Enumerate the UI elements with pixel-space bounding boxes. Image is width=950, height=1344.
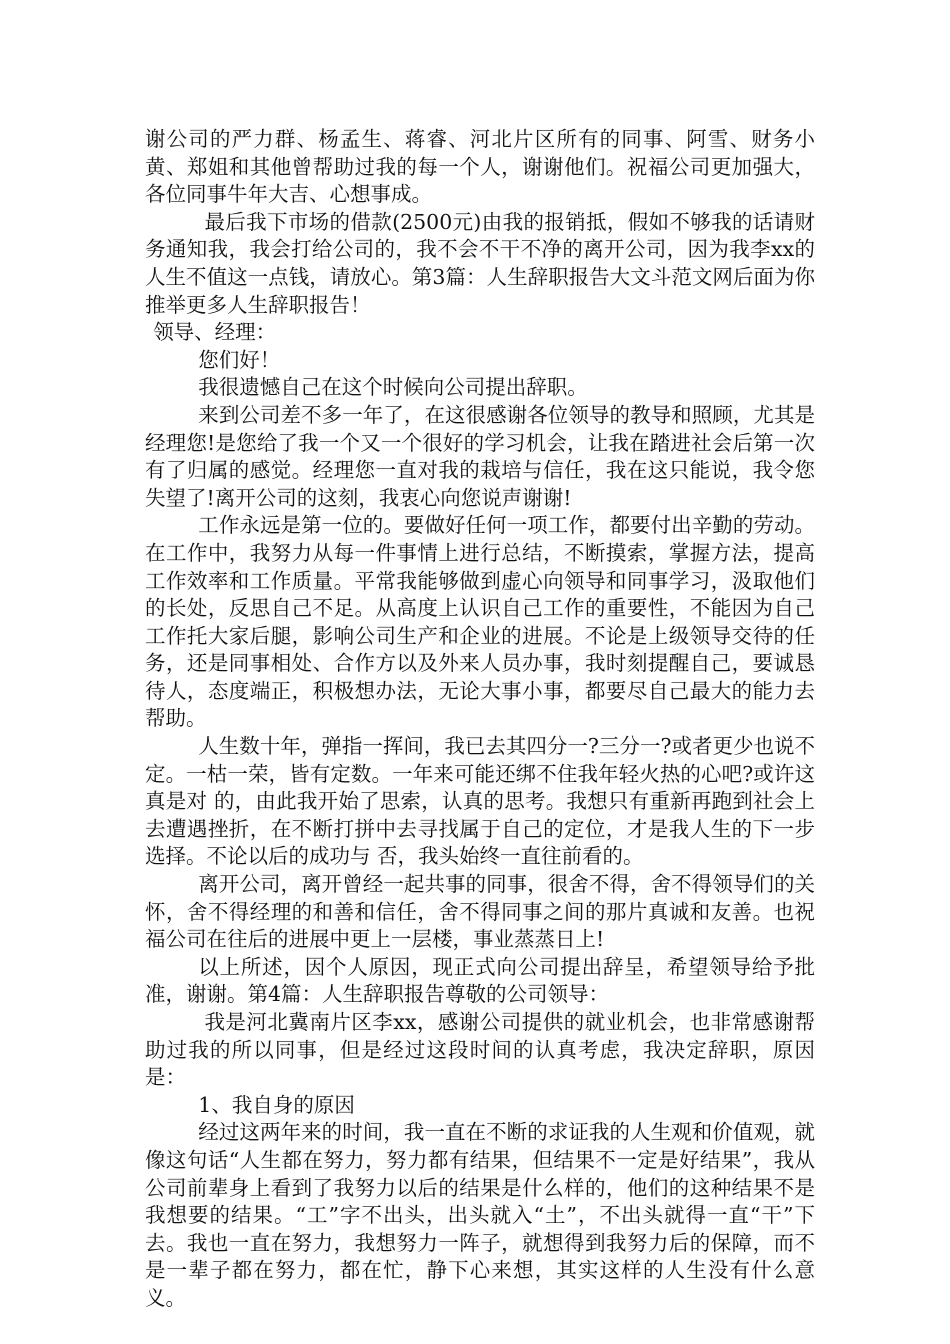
paragraph-resignation: 以上所述，因个人原因，现正式向公司提出辞呈，希望领导给予批准，谢谢。第4篇：人生辞职报告尊敬的公司领导： — [145, 954, 815, 1007]
paragraph-introduction: 我是河北冀南片区李xx，感谢公司提供的就业机会，也非常感谢帮助过我的所以同事，但是经过这段时间的认真考虑，我决定辞职，原因是： — [145, 1010, 815, 1090]
paragraph-work: 工作永远是第一位的。要做好任何一项工作，都要付出辛勤的劳动。在工作中，我努力从每一件事情上进行总结，不断摸索，掌握方法，提高工作效率和工作质量。平常我能够做到虚心向领导和同事学习，汲取他们的长处，反思自己不足。从高度上认识自己工作的重要性，不能因为自己工作托大家后腿，影响公司生产和企业的进展。不论是上级领导交待的任务，还是同事相处、合作方以及外来人员办事，我时刻提醒自己，要诚恳待人，态度端正，积极想办法，无论大事小事，都要尽自己最大的能力去帮助。 — [145, 513, 815, 731]
paragraph-loan: 最后我下市场的借款(2500元)由我的报销抵，假如不够我的话请财务通知我，我会打给公司的，我不会不干不净的离开公司，因为我李xx的人生不值这一点钱，请放心。第3篇：人生辞职报告大文斗范文网后面为你推举更多人生辞职报告！ — [145, 209, 815, 317]
paragraph-thanks: 谢公司的严力群、杨孟生、蒋睿、河北片区所有的同事、阿雪、财务小黄、郑姐和其他曾帮助过我的每一个人，谢谢他们。祝福公司更加强大，各位同事牛年大吉、心想事成。 — [145, 127, 815, 207]
paragraph-life: 人生数十年，弹指一挥间，我已去其四分一?三分一?或者更少也说不定。一枯一荣，皆有定数。一年来可能还绑不住我年轻火热的心吧?或许这真是对 的，由此我开始了思索，认真的思考。我想只有重新再跑到社会上去遭遇挫折，在不断打拼中去寻找属于自己的定位，才是我人生的下一步选择。不论以后的成功与 否，我头始终一直往前看的。 — [145, 734, 815, 869]
paragraph-personal-reason: 经过这两年来的时间，我一直在不断的求证我的人生观和价值观，就像这句话“人生都在努力，努力都有结果，但结果不一定是好结果”，我从公司前辈身上看到了我努力以后的结果是什么样的，他们的这种结果不是我想要的结果。“工”字不出头，出头就入“土”，不出头就得一直“干”下去。我也一直在努力，我想努力一阵子，就想得到我努力后的保障，而不是一辈子都在努力，都在忙，静下心来想，其实这样的人生没有什么意义。 — [145, 1120, 815, 1310]
document-page — [145, 126, 815, 1313]
paragraph-gratitude: 来到公司差不多一年了，在这很感谢各位领导的教导和照顾，尤其是经理您!是您给了我一个又一个很好的学习机会，让我在踏进社会后第一次有了归属的感觉。经理您一直对我的栽培与信任，我在这只能说，我令您失望了!离开公司的这刻，我衷心向您说声谢谢! — [145, 402, 815, 510]
section-heading-reason-1: 1、我自身的原因 — [198, 1092, 355, 1117]
paragraph-farewell: 离开公司，离开曾经一起共事的同事，很舍不得，舍不得领导们的关怀，舍不得经理的和善和信任，舍不得同事之间的那片真诚和友善。也祝福公司在往后的进展中更上一层楼，事业蒸蒸日上! — [145, 872, 815, 952]
greeting: 您们好！ — [198, 347, 281, 372]
paragraph-regret: 我很遗憾自己在这个时候向公司提出辞职。 — [198, 375, 588, 400]
salutation-leader-manager: 领导、经理： — [153, 320, 277, 345]
